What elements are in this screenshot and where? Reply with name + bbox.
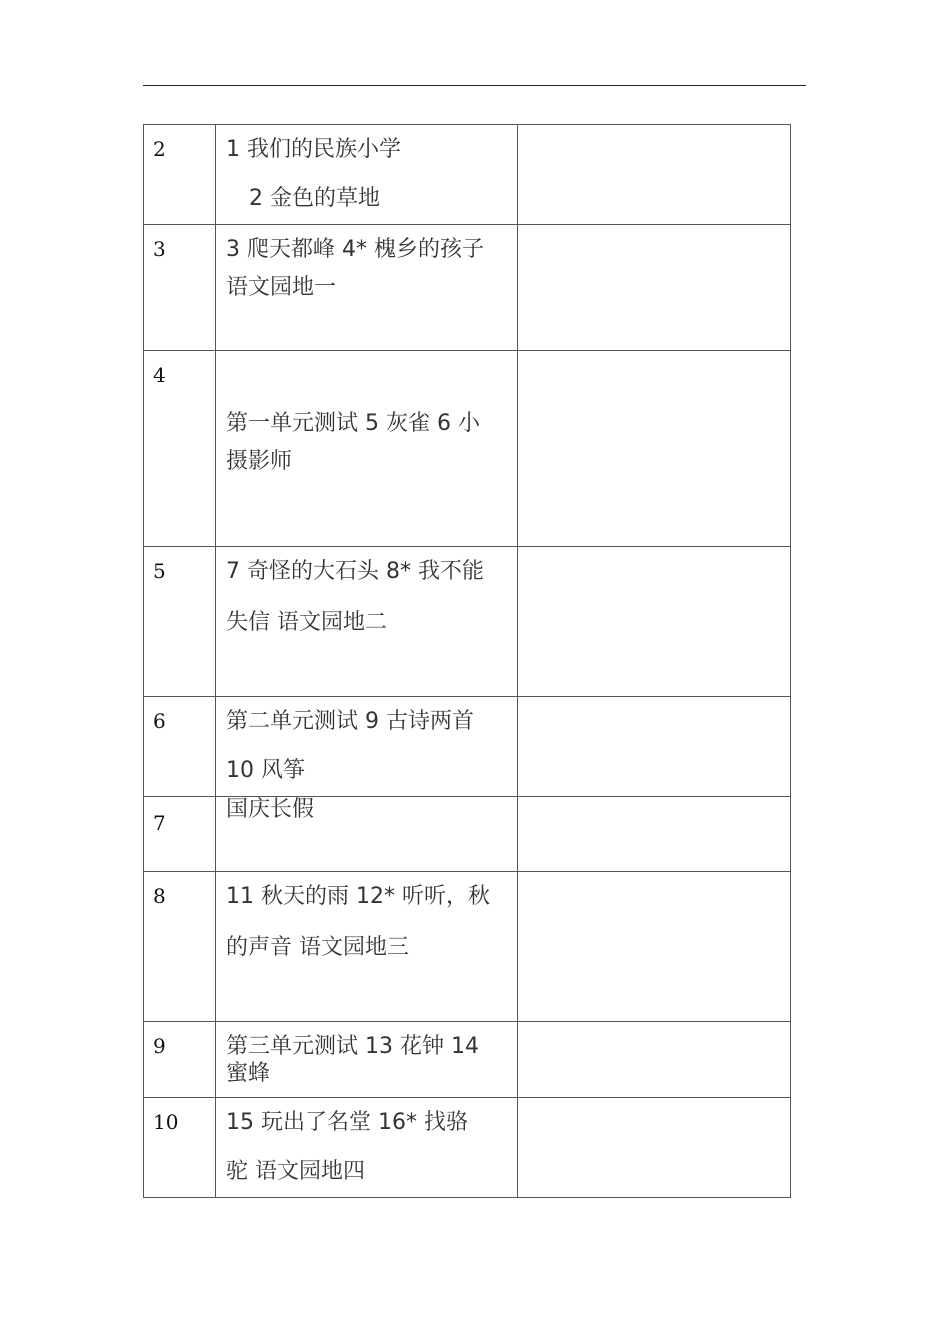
week-number: 5: [144, 547, 216, 697]
note-cell: [518, 1022, 791, 1098]
week-number: 9: [144, 1022, 216, 1098]
lesson-cell: [216, 225, 518, 351]
lesson-cell: [216, 697, 518, 797]
lesson-line: 第二单元测试 9 古诗两首: [226, 709, 474, 734]
lesson-line: 第三单元测试 13 花钟 14: [226, 1034, 479, 1059]
lesson-cell: [216, 547, 518, 697]
lesson-line: 的声音 语文园地三: [226, 935, 409, 960]
note-cell: [518, 547, 791, 697]
lesson-line: 蜜蜂: [226, 1061, 271, 1086]
week-number: 10: [144, 1098, 216, 1198]
table-row: [144, 797, 791, 872]
table-row: [144, 1098, 791, 1198]
lesson-line: 3 爬天都峰 4* 槐乡的孩子: [226, 237, 484, 262]
lesson-line: 11 秋天的雨 12* 听听，秋: [226, 884, 490, 909]
lesson-line: 驼 语文园地四: [226, 1159, 365, 1184]
note-cell: [518, 797, 791, 872]
lesson-line: 第一单元测试 5 灰雀 6 小: [226, 411, 480, 436]
table-row: [144, 1022, 791, 1098]
lesson-line: 2 金色的草地: [249, 186, 380, 211]
note-cell: [518, 1098, 791, 1198]
table-row: [144, 351, 791, 547]
table-row: [144, 125, 791, 225]
header-rule: [143, 85, 806, 86]
lesson-line: 15 玩出了名堂 16* 找骆: [226, 1110, 468, 1135]
lesson-line: 语文园地一: [226, 275, 337, 300]
note-cell: [518, 351, 791, 547]
table-row: [144, 872, 791, 1022]
lesson-cell: [216, 1098, 518, 1198]
table-row: [144, 225, 791, 351]
lesson-cell: [216, 125, 518, 225]
lesson-line: 7 奇怪的大石头 8* 我不能: [226, 559, 484, 584]
lesson-cell: [216, 1022, 518, 1098]
lesson-line: 摄影师: [226, 449, 293, 474]
lesson-line: 失信 语文园地二: [226, 610, 387, 635]
week-number: 8: [144, 872, 216, 1022]
lesson-cell: [216, 872, 518, 1022]
table-row: [144, 547, 791, 697]
lesson-cell: [216, 351, 518, 547]
lesson-line: 10 风筝: [226, 758, 305, 783]
table-row: [144, 697, 791, 797]
note-cell: [518, 225, 791, 351]
week-number: 7: [144, 797, 216, 872]
week-number: 6: [144, 697, 216, 797]
lesson-schedule-table: [143, 124, 791, 1198]
week-number: 3: [144, 225, 216, 351]
week-number: 4: [144, 351, 216, 547]
note-cell: [518, 697, 791, 797]
week-number: 2: [144, 125, 216, 225]
note-cell: [518, 125, 791, 225]
note-cell: [518, 872, 791, 1022]
lesson-line: 1 我们的民族小学: [226, 137, 401, 162]
lesson-cell: [216, 797, 518, 872]
lesson-line: 国庆长假: [226, 797, 315, 822]
